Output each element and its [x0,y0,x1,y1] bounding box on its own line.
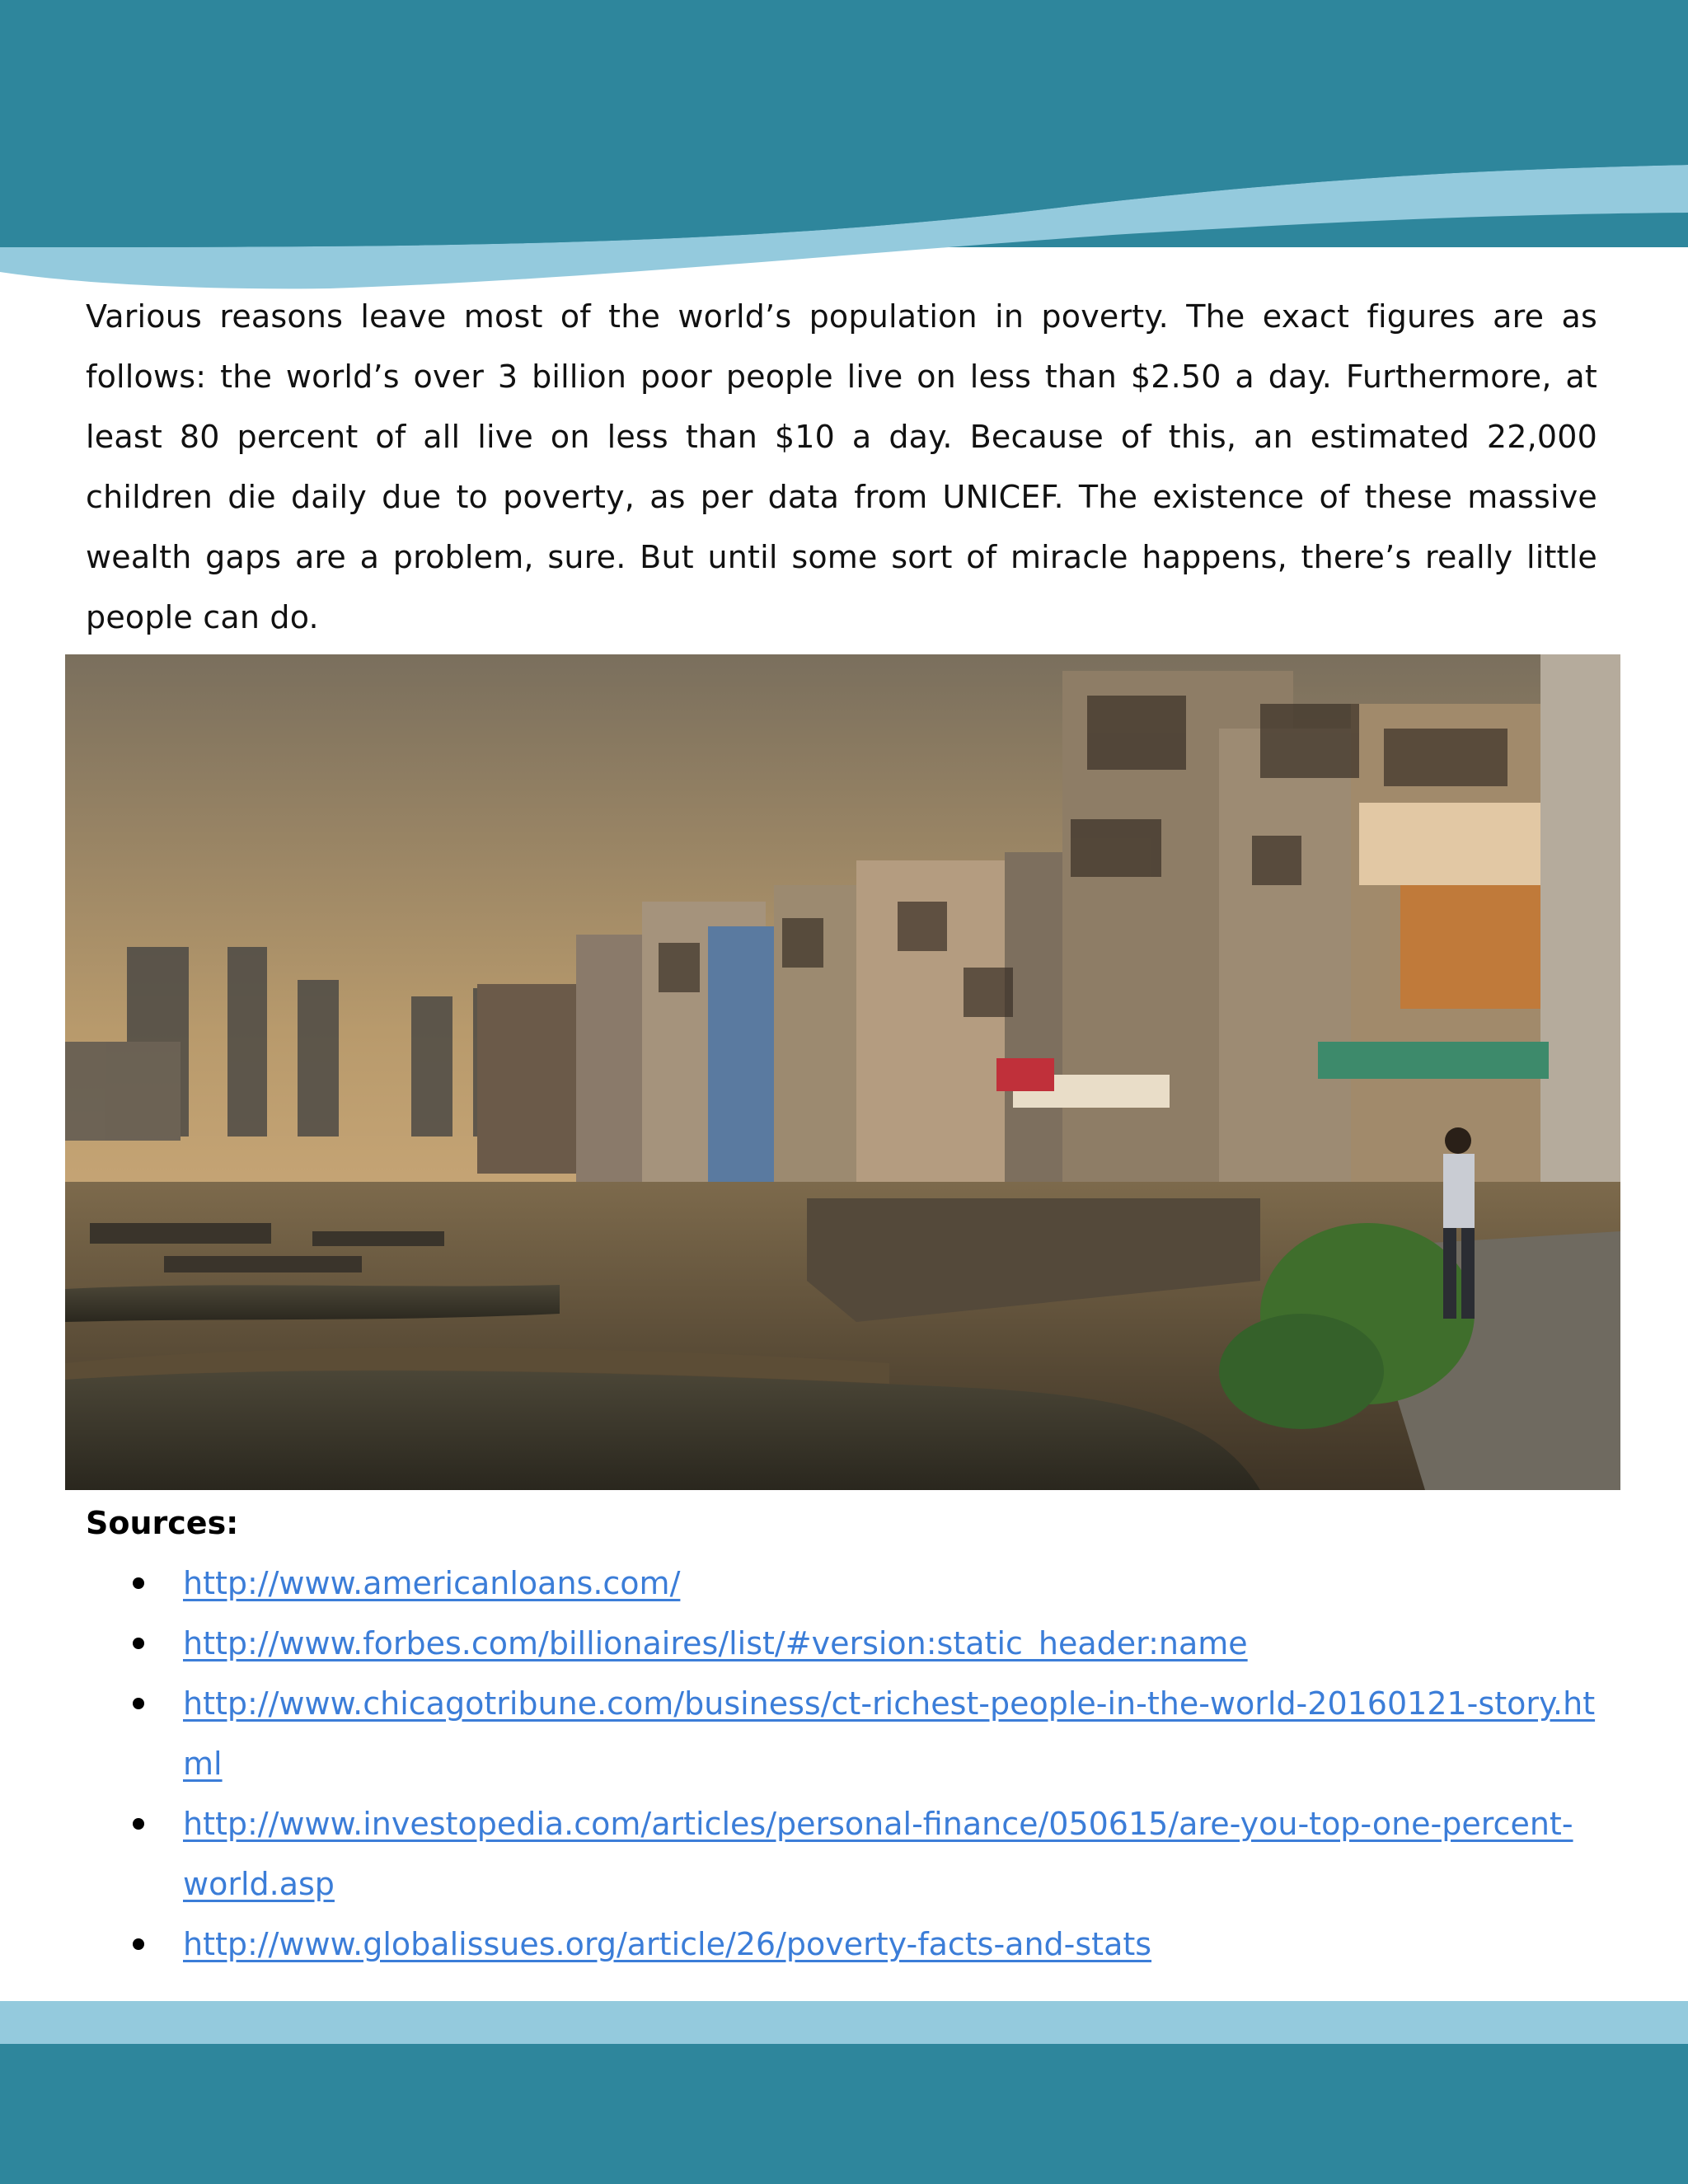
photo-illustration [65,654,1620,1490]
body-paragraph: Various reasons leave most of the world’s population in poverty. The exact figures are as follows: the world’s over 3 billion poor people live on less than $2.50 a day. Furthermore, at least 80 percent of all live on less than $10 a day. Because of this, an estimated 22,000 children die daily due to poverty, as per data from UNICEF. The existence of these massive wealth gaps are a problem, sure. But until some sort of miracle happens, there’s really little people can do. [86,298,1597,635]
source-item [86,1614,1597,1674]
source-item [86,1554,1597,1614]
header-wave-graphic [0,0,1688,297]
water-pool-back [65,1285,560,1322]
footer-light-stripe [0,2001,1688,2044]
source-item [86,1794,1597,1915]
bullet-dot [133,1818,144,1830]
footer-banner [0,2001,1688,2184]
red-sign [996,1058,1054,1091]
header-wave-banner [0,0,1688,297]
source-link-americanloans[interactable]: http://www.americanloans.com/ [183,1565,681,1601]
bullet-dot [133,1698,144,1709]
bullet-dot [133,1938,144,1950]
source-item [86,1674,1597,1794]
source-link-forbes[interactable]: http://www.forbes.com/billionaires/list/#version:static_header:name [183,1625,1248,1661]
riverside-slum-photo [65,654,1620,1490]
bullet-dot [133,1638,144,1649]
bullet-dot [133,1577,144,1589]
footer-dark-stripe [0,2044,1688,2184]
source-link-globalissues[interactable]: http://www.globalissues.org/article/26/poverty-facts-and-stats [183,1926,1152,1962]
sources-heading: Sources: [86,1505,239,1541]
green-awning [1318,1042,1549,1079]
source-item [86,1915,1597,1975]
sources-list [86,1554,1597,1975]
source-link-chicagotribune[interactable]: http://www.chicagotribune.com/business/ct-richest-people-in-the-world-20160121-story.html [183,1685,1596,1782]
source-link-investopedia[interactable]: http://www.investopedia.com/articles/personal-finance/050615/are-you-top-one-percent-world.asp [183,1806,1573,1902]
